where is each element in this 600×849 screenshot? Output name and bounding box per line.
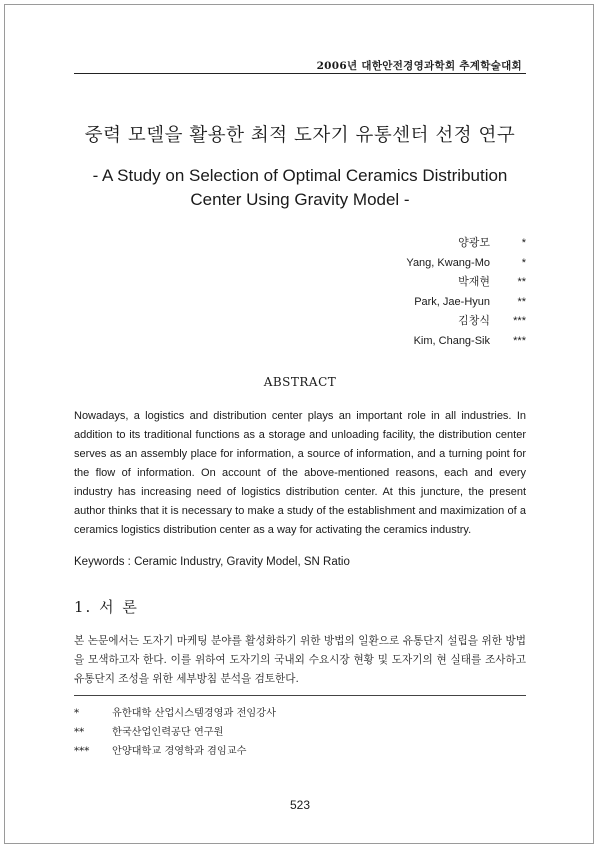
author-affiliation-mark: ** — [517, 276, 526, 288]
footnote-item — [74, 742, 276, 761]
author-entry — [406, 234, 526, 254]
running-head: 2006년 대한안전경영과학회 추계학술대회 — [316, 60, 522, 72]
author-affiliation-mark: * — [521, 256, 526, 269]
author-affiliation-mark: *** — [513, 334, 526, 347]
footnote-rule — [74, 695, 526, 696]
footnote-text: 안양대학교 경영학과 겸임교수 — [112, 746, 247, 757]
footnote-mark: *** — [74, 746, 90, 757]
author-entry — [406, 254, 526, 274]
abstract-text: Nowadays, a logistics and distribution center plays an important role in all industries. In addition to its traditional functions as a storage and unloading facility, the distribution center serves as an assembly place for information, a source of information, and a turning point for the flow of information. On account of the above-mentioned reasons, each and every industry has increasing need of logistics distribution center. At this juncture, the present author thinks that it is necessary to make a study of the establishment and maximization of a ceramics logistics distribution center as a way for activating the ceramics industry. — [74, 410, 526, 536]
author-entry — [406, 312, 526, 332]
author-entry — [406, 273, 526, 293]
footnote-item — [74, 704, 276, 723]
title-english-line-2: Center Using Gravity Model - — [190, 190, 410, 209]
keywords-line: Keywords : Ceramic Industry, Gravity Model, SN Ratio — [74, 556, 350, 568]
header-rule — [74, 73, 526, 74]
author-affiliation-mark: ** — [517, 295, 526, 308]
author-entry — [406, 293, 526, 313]
author-name: Kim, Chang-Sik — [413, 334, 490, 347]
author-name: 박재현 — [458, 276, 490, 288]
title-english — [74, 164, 526, 212]
abstract-heading: ABSTRACT — [263, 375, 337, 389]
footnote-item — [74, 723, 276, 742]
author-block — [406, 234, 526, 351]
section-heading-introduction: 1. 서 론 — [74, 598, 139, 616]
title-english-line-1: - A Study on Selection of Optimal Ceramics Distribution — [92, 166, 508, 185]
author-name: 김창식 — [458, 315, 490, 327]
footnote-text: 유한대학 산업시스템경영과 전임강사 — [112, 708, 276, 719]
footnote-mark: ** — [74, 727, 85, 738]
author-name: 양광모 — [458, 237, 490, 249]
title-korean: 중력 모델을 활용한 최적 도자기 유통센터 선정 연구 — [84, 125, 516, 146]
footnote-text: 한국산업인력공단 연구원 — [112, 727, 224, 738]
author-name: Park, Jae-Hyun — [414, 295, 490, 308]
footnote-mark: * — [74, 708, 80, 719]
author-affiliation-mark: * — [521, 237, 526, 249]
author-entry — [406, 332, 526, 352]
page-number: 523 — [289, 798, 311, 812]
introduction-paragraph: 본 논문에서는 도자기 마케팅 분야를 활성화하기 위한 방법의 일환으로 유통단지 설립을 위한 방법을 모색하고자 한다. 이를 위하여 도자기의 국내외 수요시장 현황 및 도자기의 현 실태를 조사하고 유통단지 조성을 위한 세부방침 분석을 검토한다. — [74, 635, 526, 685]
footnotes — [74, 704, 276, 761]
author-name: Yang, Kwang-Mo — [406, 256, 490, 269]
author-affiliation-mark: *** — [513, 315, 526, 327]
